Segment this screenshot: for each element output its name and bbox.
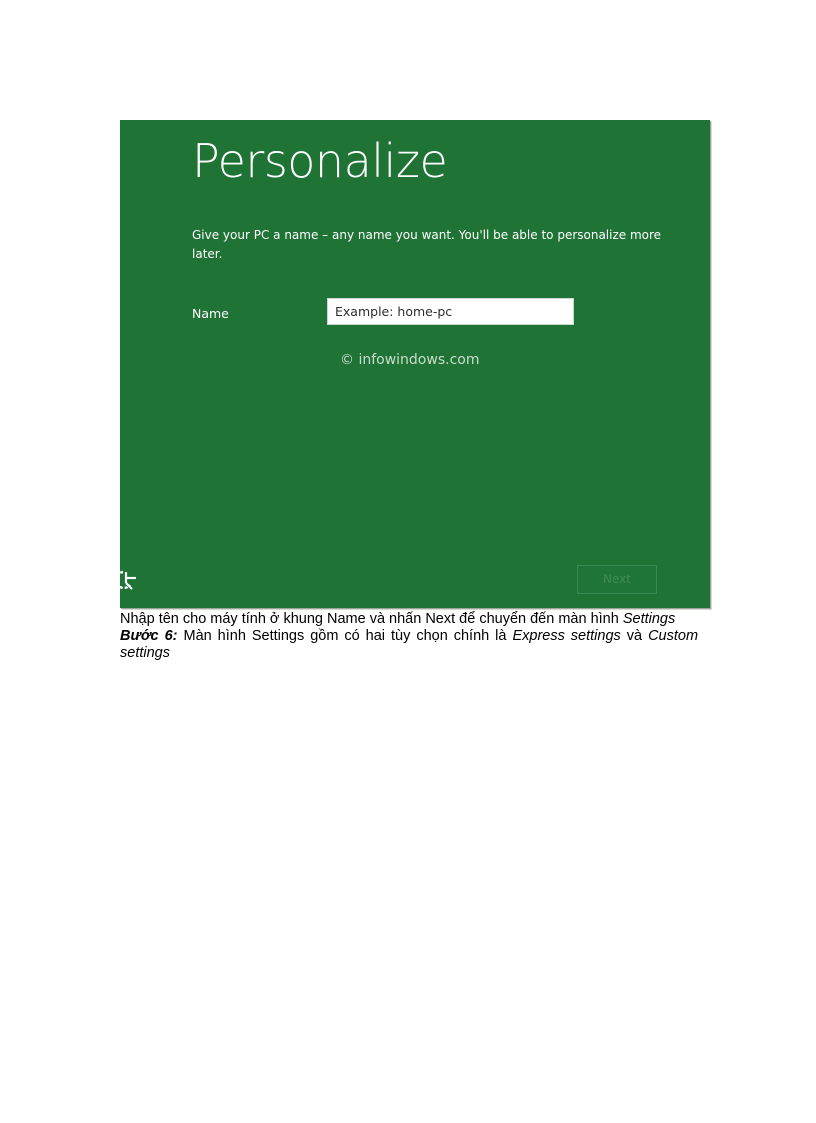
page-title: Personalize <box>192 134 448 188</box>
caption-line-1 <box>120 611 698 628</box>
custom-text: Custom <box>648 628 699 644</box>
express-settings-text: Express settings <box>512 628 621 644</box>
and-word: và <box>626 628 643 644</box>
caption-line-2-text: Màn hình Settings gồm có hai tùy chọn chính là <box>183 628 507 644</box>
watermark: © infowindows.com <box>340 352 480 368</box>
caption-line-2 <box>120 628 698 645</box>
next-button[interactable]: Next <box>577 565 657 594</box>
step-label: Bước 6: <box>120 628 178 644</box>
caption-settings-word: Settings <box>622 611 676 627</box>
caption-line-3 <box>120 645 698 662</box>
setup-screen <box>120 120 710 608</box>
caption-text <box>120 611 698 662</box>
pc-name-input[interactable] <box>327 298 574 325</box>
settings-text: settings <box>120 645 170 661</box>
name-label: Name <box>192 306 229 321</box>
ease-of-access-icon[interactable] <box>114 568 138 592</box>
page-description: Give your PC a name – any name you want. You'll be able to personalize more later. <box>192 228 662 261</box>
caption-line-1-text: Nhập tên cho máy tính ở khung Name và nhấn Next để chuyển đến màn hình <box>120 611 619 627</box>
